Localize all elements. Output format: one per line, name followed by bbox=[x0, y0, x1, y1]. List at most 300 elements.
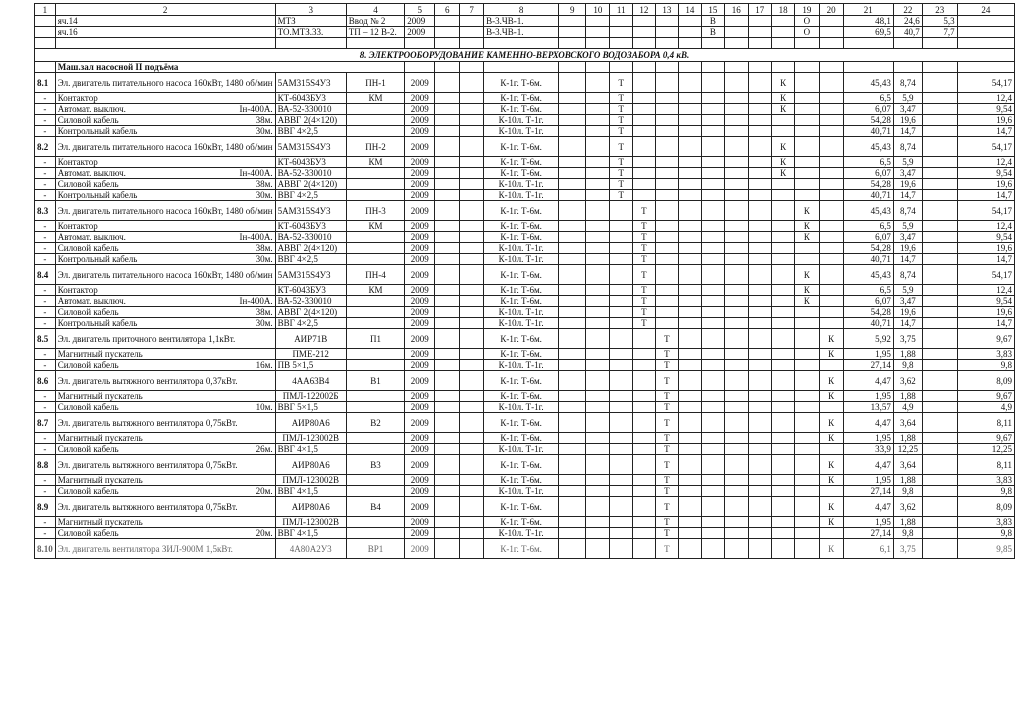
cell-c23 bbox=[922, 93, 957, 104]
equipment-type: ВВГ 4×2,5 bbox=[275, 254, 346, 265]
value-c22: 3,62 bbox=[893, 497, 922, 517]
row-number: - bbox=[35, 115, 56, 126]
maintenance-schedule: К-10л. Т-1г. bbox=[484, 318, 559, 329]
cell-c18 bbox=[771, 254, 794, 265]
cell-c9 bbox=[559, 486, 586, 497]
cell-c10 bbox=[586, 16, 610, 27]
cell-c15 bbox=[701, 444, 724, 455]
cell-c7 bbox=[460, 517, 484, 528]
cell-c10 bbox=[586, 190, 610, 201]
cell-c5: 2009 bbox=[405, 27, 435, 38]
cell-c14 bbox=[679, 73, 702, 93]
cell-c17 bbox=[748, 190, 771, 201]
cell-c19 bbox=[795, 402, 819, 413]
cell-c17 bbox=[748, 528, 771, 539]
cell-c14 bbox=[679, 115, 702, 126]
cell-c17 bbox=[748, 475, 771, 486]
cell-c11 bbox=[610, 243, 633, 254]
cell-c15 bbox=[701, 528, 724, 539]
cell-c9 bbox=[559, 265, 586, 285]
cell-c6 bbox=[435, 413, 460, 433]
value-c21: 1,95 bbox=[843, 433, 893, 444]
value-c21: 45,43 bbox=[843, 137, 893, 157]
cell-c15 bbox=[701, 349, 724, 360]
cell-c9 bbox=[559, 285, 586, 296]
equipment-name bbox=[55, 402, 275, 413]
cell-c12 bbox=[633, 115, 656, 126]
cell-c19 bbox=[795, 179, 819, 190]
cell-c10 bbox=[586, 486, 610, 497]
equipment-position: В4 bbox=[346, 497, 404, 517]
cell-c14 bbox=[679, 126, 702, 137]
cell-c16 bbox=[725, 104, 748, 115]
cell-c8: В-3.ЧВ-1. bbox=[484, 16, 559, 27]
cell-c23 bbox=[922, 126, 957, 137]
cell-c14 bbox=[679, 27, 702, 38]
equipment-type: АВВГ 2(4×120) bbox=[275, 115, 346, 126]
cell-c12 bbox=[633, 475, 656, 486]
value-c21: 13,57 bbox=[843, 402, 893, 413]
cell-c8 bbox=[484, 38, 559, 49]
value-c21: 45,43 bbox=[843, 265, 893, 285]
maintenance-schedule: К-10л. Т-1г. bbox=[484, 243, 559, 254]
install-year: 2009 bbox=[405, 455, 435, 475]
value-c22: 1,88 bbox=[893, 349, 922, 360]
cell-c23 bbox=[922, 285, 957, 296]
cell-c13 bbox=[655, 137, 678, 157]
cell-c9 bbox=[559, 349, 586, 360]
cell-c19 bbox=[795, 190, 819, 201]
row-number: 8.1 bbox=[35, 73, 56, 93]
table-row bbox=[35, 296, 1015, 307]
value-c22: 8,74 bbox=[893, 73, 922, 93]
equipment-name-group bbox=[58, 126, 273, 136]
cell-c22: 40,7 bbox=[893, 27, 922, 38]
mark-t: Т bbox=[610, 73, 633, 93]
cell-c20 bbox=[819, 444, 843, 455]
mark-t: Т bbox=[610, 157, 633, 168]
row-number: - bbox=[35, 391, 56, 402]
install-year: 2009 bbox=[405, 168, 435, 179]
cell-c10 bbox=[586, 93, 610, 104]
value-c21: 6,07 bbox=[843, 296, 893, 307]
cell-c20 bbox=[819, 285, 843, 296]
cell-c14 bbox=[679, 402, 702, 413]
cell-c19 bbox=[795, 254, 819, 265]
mark-t: Т bbox=[610, 168, 633, 179]
maintenance-schedule: К-1г. Т-6м. bbox=[484, 265, 559, 285]
cell-c14 bbox=[679, 62, 702, 73]
cell-c19 bbox=[795, 104, 819, 115]
cell-c7 bbox=[460, 137, 484, 157]
install-year: 2009 bbox=[405, 232, 435, 243]
row-number: - bbox=[35, 168, 56, 179]
mark-k: К bbox=[771, 137, 794, 157]
equipment-name-group bbox=[58, 307, 273, 317]
cell-c12 bbox=[633, 433, 656, 444]
cell-c6 bbox=[435, 221, 460, 232]
cell-c9 bbox=[559, 115, 586, 126]
cell-c20 bbox=[819, 104, 843, 115]
cell-c24 bbox=[957, 16, 1014, 27]
equipment-position bbox=[346, 190, 404, 201]
equipment-type: 4А80А2У3 bbox=[275, 539, 346, 559]
cell-c16 bbox=[725, 179, 748, 190]
mark-k: К bbox=[819, 497, 843, 517]
cell-c11 bbox=[610, 62, 633, 73]
row-number: - bbox=[35, 126, 56, 137]
value-c24: 12,25 bbox=[957, 444, 1014, 455]
cell-c6 bbox=[435, 475, 460, 486]
cell-c15 bbox=[701, 285, 724, 296]
cell-c15 bbox=[701, 254, 724, 265]
table-row bbox=[35, 285, 1015, 296]
cell-c12 bbox=[633, 349, 656, 360]
install-year: 2009 bbox=[405, 201, 435, 221]
cell-c3: МТЗ bbox=[275, 16, 346, 27]
cell-c6 bbox=[435, 62, 460, 73]
cell-c19 bbox=[795, 391, 819, 402]
cell-c10 bbox=[586, 539, 610, 559]
equipment-spec: 26м. bbox=[255, 444, 273, 454]
equipment-name bbox=[55, 104, 275, 115]
equipment-name-text: Контрольный кабель bbox=[57, 254, 138, 264]
mark-k: К bbox=[771, 104, 794, 115]
mark-k: К bbox=[819, 371, 843, 391]
value-c24: 19,6 bbox=[957, 115, 1014, 126]
cell-c12 bbox=[633, 539, 656, 559]
cell-c12 bbox=[633, 190, 656, 201]
cell-c23 bbox=[922, 168, 957, 179]
mark-k: К bbox=[771, 168, 794, 179]
cell-c13 bbox=[655, 201, 678, 221]
equipment-position bbox=[346, 475, 404, 486]
value-c21: 4,47 bbox=[843, 371, 893, 391]
row-number: - bbox=[35, 179, 56, 190]
cell-c23 bbox=[922, 433, 957, 444]
value-c24: 54,17 bbox=[957, 137, 1014, 157]
table-row bbox=[35, 475, 1015, 486]
cell-c7 bbox=[460, 444, 484, 455]
table-row bbox=[35, 444, 1015, 455]
cell-c14 bbox=[679, 243, 702, 254]
cell-c6 bbox=[435, 104, 460, 115]
mark-t: Т bbox=[633, 318, 656, 329]
equipment-name-text: Автомат. выключ. bbox=[57, 232, 126, 242]
cell-c20 bbox=[819, 265, 843, 285]
cell-c21 bbox=[843, 62, 893, 73]
cell-c18 bbox=[771, 265, 794, 285]
cell-c10 bbox=[586, 73, 610, 93]
table-row bbox=[35, 221, 1015, 232]
cell-c14 bbox=[679, 137, 702, 157]
table-row bbox=[35, 528, 1015, 539]
cell-c11 bbox=[610, 360, 633, 371]
cell-c11 bbox=[610, 27, 633, 38]
cell-c18 bbox=[771, 486, 794, 497]
cell-c23 bbox=[922, 190, 957, 201]
cell-c13 bbox=[655, 16, 678, 27]
cell-c14 bbox=[679, 296, 702, 307]
cell-c15 bbox=[701, 318, 724, 329]
equipment-type: ВА-52-330010 bbox=[275, 104, 346, 115]
cell-c13 bbox=[655, 243, 678, 254]
cell-c7 bbox=[460, 296, 484, 307]
cell-c6 bbox=[435, 455, 460, 475]
cell-c18 bbox=[771, 115, 794, 126]
cell-c17 bbox=[748, 157, 771, 168]
cell-c11 bbox=[610, 307, 633, 318]
value-c24: 9,8 bbox=[957, 360, 1014, 371]
column-number-header bbox=[35, 4, 1015, 16]
cell-c9 bbox=[559, 444, 586, 455]
install-year: 2009 bbox=[405, 190, 435, 201]
cell-c7 bbox=[460, 285, 484, 296]
equipment-type: ПМЛ-123002В bbox=[275, 433, 346, 444]
cell-c19 bbox=[795, 455, 819, 475]
cell-c3 bbox=[275, 38, 346, 49]
cell-c10 bbox=[586, 285, 610, 296]
value-c22: 19,6 bbox=[893, 307, 922, 318]
value-c21: 1,95 bbox=[843, 475, 893, 486]
equipment-position: В1 bbox=[346, 371, 404, 391]
value-c24: 14,7 bbox=[957, 254, 1014, 265]
cell-c12 bbox=[633, 391, 656, 402]
cell-c16 bbox=[725, 517, 748, 528]
value-c21: 40,71 bbox=[843, 126, 893, 137]
cell-c16 bbox=[725, 190, 748, 201]
cell-c12 bbox=[633, 179, 656, 190]
cell-c18 bbox=[771, 517, 794, 528]
cell-c6 bbox=[435, 232, 460, 243]
cell-c6 bbox=[435, 296, 460, 307]
cell-c23 bbox=[922, 371, 957, 391]
equipment-position bbox=[346, 349, 404, 360]
cell-c18 bbox=[771, 201, 794, 221]
value-c22: 5,9 bbox=[893, 221, 922, 232]
cell-c23: 5,3 bbox=[922, 16, 957, 27]
cell-c23 bbox=[922, 413, 957, 433]
cell-c9 bbox=[559, 104, 586, 115]
install-year: 2009 bbox=[405, 104, 435, 115]
value-c24: 3,83 bbox=[957, 517, 1014, 528]
equipment-spec: 16м. bbox=[255, 360, 273, 370]
cell-c6 bbox=[435, 360, 460, 371]
value-c22: 5,9 bbox=[893, 93, 922, 104]
equipment-name: Эл. двигатель питательного насоса 160кВт, 1480 об/мин bbox=[55, 73, 275, 93]
cell-c20 bbox=[819, 62, 843, 73]
cell-c15 bbox=[701, 104, 724, 115]
cell-c19: О bbox=[795, 16, 819, 27]
value-c22: 8,74 bbox=[893, 201, 922, 221]
row-number: - bbox=[35, 444, 56, 455]
equipment-position bbox=[346, 444, 404, 455]
cell-c23 bbox=[922, 221, 957, 232]
cell-c7 bbox=[460, 243, 484, 254]
cell-c15 bbox=[701, 539, 724, 559]
cell-c19 bbox=[795, 73, 819, 93]
cell-c11 bbox=[610, 486, 633, 497]
value-c24: 3,83 bbox=[957, 475, 1014, 486]
equipment-name-group bbox=[58, 243, 273, 253]
cell-c11 bbox=[610, 539, 633, 559]
section-title: 8. ЭЛЕКТРООБОРУДОВАНИЕ КАМЕННО-ВЕРХОВСКОГО ВОДОЗАБОРА 0,4 кВ. bbox=[35, 49, 1015, 62]
cell-c11 bbox=[610, 254, 633, 265]
cell-c10 bbox=[586, 168, 610, 179]
cell-c7 bbox=[460, 38, 484, 49]
equipment-name-group bbox=[58, 115, 273, 125]
cell-c11 bbox=[610, 201, 633, 221]
install-year: 2009 bbox=[405, 307, 435, 318]
cell-c16 bbox=[725, 115, 748, 126]
cell-c19 bbox=[795, 157, 819, 168]
column-header-20: 20 bbox=[819, 4, 843, 16]
cell-c19 bbox=[795, 329, 819, 349]
mark-t: Т bbox=[610, 104, 633, 115]
cell-c23 bbox=[922, 486, 957, 497]
cell-c16 bbox=[725, 413, 748, 433]
cell-c6 bbox=[435, 168, 460, 179]
equipment-name-group bbox=[58, 179, 273, 189]
cell-c10 bbox=[586, 402, 610, 413]
cell-c23 bbox=[922, 201, 957, 221]
value-c24: 3,83 bbox=[957, 349, 1014, 360]
cell-c13 bbox=[655, 318, 678, 329]
install-year: 2009 bbox=[405, 296, 435, 307]
row-number: 8.4 bbox=[35, 265, 56, 285]
cell-c11 bbox=[610, 285, 633, 296]
cell-c7 bbox=[460, 455, 484, 475]
cell-c20 bbox=[819, 402, 843, 413]
install-year: 2009 bbox=[405, 391, 435, 402]
mark-k: К bbox=[819, 539, 843, 559]
cell-c13 bbox=[655, 307, 678, 318]
cell-c1 bbox=[35, 62, 56, 73]
maintenance-schedule: К-10л. Т-1г. bbox=[484, 126, 559, 137]
cell-c6 bbox=[435, 402, 460, 413]
equipment-position bbox=[346, 391, 404, 402]
install-year: 2009 bbox=[405, 254, 435, 265]
table-row bbox=[35, 16, 1015, 27]
maintenance-schedule: К-1г. Т-6м. bbox=[484, 413, 559, 433]
value-c24: 9,54 bbox=[957, 104, 1014, 115]
cell-c10 bbox=[586, 307, 610, 318]
cell-c17 bbox=[748, 201, 771, 221]
cell-c10 bbox=[586, 517, 610, 528]
cell-c15 bbox=[701, 329, 724, 349]
equipment-name-text: Силовой кабель bbox=[57, 243, 119, 253]
mark-t: Т bbox=[655, 539, 678, 559]
row-number: - bbox=[35, 433, 56, 444]
cell-c20 bbox=[819, 126, 843, 137]
cell-c14 bbox=[679, 168, 702, 179]
cell-c15 bbox=[701, 433, 724, 444]
cell-c13 bbox=[655, 104, 678, 115]
cell-c17 bbox=[748, 254, 771, 265]
cell-c10 bbox=[586, 157, 610, 168]
column-header-9: 9 bbox=[559, 4, 586, 16]
cell-c9 bbox=[559, 539, 586, 559]
cell-c18 bbox=[771, 402, 794, 413]
cell-c9 bbox=[559, 157, 586, 168]
cell-c14 bbox=[679, 329, 702, 349]
equipment-name-text: Силовой кабель bbox=[57, 486, 119, 496]
value-c24: 54,17 bbox=[957, 265, 1014, 285]
cell-c6 bbox=[435, 179, 460, 190]
maintenance-schedule: К-1г. Т-6м. bbox=[484, 221, 559, 232]
value-c21: 33,9 bbox=[843, 444, 893, 455]
maintenance-schedule: К-1г. Т-6м. bbox=[484, 475, 559, 486]
cell-c9 bbox=[559, 62, 586, 73]
row-number: - bbox=[35, 360, 56, 371]
table-row bbox=[35, 391, 1015, 402]
equipment-name-group bbox=[58, 232, 273, 242]
cell-c14 bbox=[679, 93, 702, 104]
cell-c9 bbox=[559, 243, 586, 254]
cell-c17 bbox=[748, 517, 771, 528]
cell-c7 bbox=[460, 265, 484, 285]
cell-c11 bbox=[610, 16, 633, 27]
row-number: - bbox=[35, 528, 56, 539]
cell-c7 bbox=[460, 349, 484, 360]
cell-c20 bbox=[819, 157, 843, 168]
equipment-name-group bbox=[58, 444, 273, 454]
equipment-type: ПМЛ-123002В bbox=[275, 517, 346, 528]
cell-c18 bbox=[771, 497, 794, 517]
cell-c16 bbox=[725, 157, 748, 168]
value-c22: 9,8 bbox=[893, 486, 922, 497]
value-c22: 1,88 bbox=[893, 391, 922, 402]
equipment-name-text: Силовой кабель bbox=[57, 444, 119, 454]
cell-c20 bbox=[819, 115, 843, 126]
cell-c17 bbox=[748, 413, 771, 433]
maintenance-schedule: К-1г. Т-6м. bbox=[484, 232, 559, 243]
maintenance-schedule: К-10л. Т-1г. bbox=[484, 115, 559, 126]
value-c22: 14,7 bbox=[893, 126, 922, 137]
cell-c16 bbox=[725, 265, 748, 285]
equipment-position bbox=[346, 360, 404, 371]
cell-c12 bbox=[633, 168, 656, 179]
cell-c13 bbox=[655, 126, 678, 137]
cell-c11 bbox=[610, 402, 633, 413]
cell-c13 bbox=[655, 221, 678, 232]
equipment-spec: Iн-400А. bbox=[239, 296, 273, 306]
equipment-position bbox=[346, 296, 404, 307]
maintenance-schedule: К-1г. Т-6м. bbox=[484, 433, 559, 444]
equipment-type: ВВГ 4×2,5 bbox=[275, 190, 346, 201]
cell-c9 bbox=[559, 455, 586, 475]
cell-c16 bbox=[725, 16, 748, 27]
cell-c20 bbox=[819, 179, 843, 190]
cell-c7 bbox=[460, 201, 484, 221]
column-header-11: 11 bbox=[610, 4, 633, 16]
section-row bbox=[35, 49, 1015, 62]
cell-c17 bbox=[748, 168, 771, 179]
value-c24: 8,09 bbox=[957, 497, 1014, 517]
cell-c10 bbox=[586, 137, 610, 157]
cell-c21: 69,5 bbox=[843, 27, 893, 38]
mark-t: Т bbox=[655, 444, 678, 455]
install-year: 2009 bbox=[405, 349, 435, 360]
cell-c15 bbox=[701, 413, 724, 433]
cell-c9 bbox=[559, 391, 586, 402]
cell-c9 bbox=[559, 402, 586, 413]
equipment-position bbox=[346, 179, 404, 190]
value-c22: 14,7 bbox=[893, 254, 922, 265]
cell-c4 bbox=[346, 38, 404, 49]
mark-t: Т bbox=[655, 360, 678, 371]
table-row bbox=[35, 104, 1015, 115]
